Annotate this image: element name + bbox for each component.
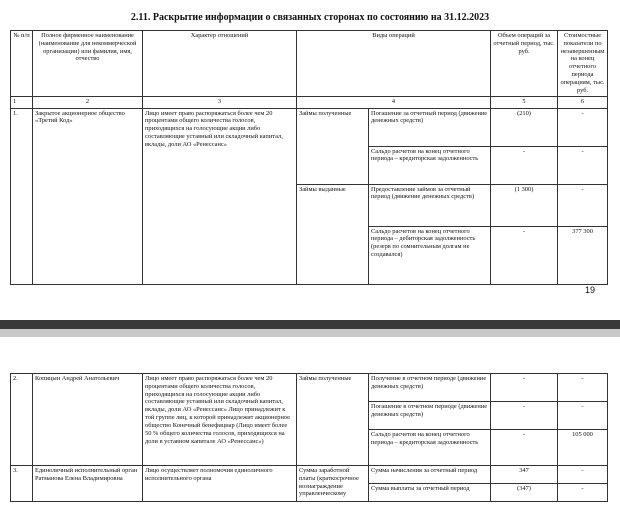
header-volume: Объем операций за отчетный период, тыс. руб. bbox=[491, 31, 558, 97]
sub-operation: Предоставление займов за отчетный период (движение денежных средств) bbox=[369, 184, 491, 226]
col-number: 5 bbox=[491, 96, 558, 108]
row-number: 2. bbox=[11, 374, 33, 466]
outstanding-value: - bbox=[558, 374, 608, 402]
outstanding-value: - bbox=[558, 108, 608, 146]
section-title: 2.11. Раскрытие информации о связанных сторонах по состоянию на 31.12.2023 bbox=[130, 12, 490, 23]
sub-operation: Получение в отчетном периоде (движение денежных средств) bbox=[369, 374, 491, 402]
relation-text: Лицо имеет право распоряжаться более чем 20 процентами общего количества голосов, приходящихся на голосующие акции либо составляющие уставный или складочный капитал, вклады, доли АО «Ренессанс» Лицо принадлежит к той группе лиц, к которой принадлежит акционерное общество Конечный бенефициар (Лицо имеет более 50 % общего количества голосов, приходящихся на доли в уставном капитале АО «Ренессанс») bbox=[143, 374, 297, 466]
col-number: 2 bbox=[33, 96, 143, 108]
volume-value: (1 300) bbox=[491, 184, 558, 226]
outstanding-value: - bbox=[558, 184, 608, 226]
operation-type: Займы выданные bbox=[297, 184, 369, 284]
volume-value: - bbox=[491, 402, 558, 430]
sub-operation: Сумма выплаты за отчетный период bbox=[369, 484, 491, 502]
volume-value: - bbox=[491, 146, 558, 184]
header-name: Полное фирменное наименование (наименование для некоммерческой организации) или фамилия, имя, отчество bbox=[33, 31, 143, 97]
volume-value: 347 bbox=[491, 466, 558, 484]
operation-type: Займы полученные bbox=[297, 374, 369, 466]
outstanding-value: 105 000 bbox=[558, 430, 608, 466]
relation-text: Лицо имеет право распоряжаться более чем 20 процентами общего количества голосов, приходящихся на голосующие акции либо составляющие уставный или складочный капитал, вклады, доли АО «Ренессанс» bbox=[143, 108, 297, 284]
operation-type: Займы полученные bbox=[297, 108, 369, 184]
volume-value: (210) bbox=[491, 108, 558, 146]
header-num: № п/п bbox=[11, 31, 33, 97]
operation-type: Сумма заработной платы (краткосрочное вознаграждение управленческому bbox=[297, 466, 369, 502]
col-number: 6 bbox=[558, 96, 608, 108]
outstanding-value: - bbox=[558, 402, 608, 430]
sub-operation: Погашение за отчетный период (движение денежных средств) bbox=[369, 108, 491, 146]
row-number: 1. bbox=[11, 108, 33, 284]
party-name: Единоличный исполнительный орган Ратманова Елена Владимировна bbox=[33, 466, 143, 502]
party-name: Копицын Андрей Анатольевич bbox=[33, 374, 143, 466]
sub-operation: Сальдо расчетов на конец отчетного периода – кредиторская задолженность bbox=[369, 430, 491, 466]
page-break-dark bbox=[0, 320, 620, 329]
volume-value: - bbox=[491, 374, 558, 402]
party-name: Закрытое акционерное общество «Третий Код» bbox=[33, 108, 143, 284]
row-number: 3. bbox=[11, 466, 33, 502]
sub-operation: Погашение в отчетном периоде (движение денежных средств) bbox=[369, 402, 491, 430]
col-number: 1 bbox=[11, 96, 33, 108]
volume-value: - bbox=[491, 430, 558, 466]
header-values: Стоимостные показатели по незавершенным на конец отчетного периода операциям, тыс. руб. bbox=[558, 31, 608, 97]
outstanding-value: - bbox=[558, 484, 608, 502]
header-relation: Характер отношений bbox=[143, 31, 297, 97]
volume-value: - bbox=[491, 226, 558, 284]
col-number: 3 bbox=[143, 96, 297, 108]
outstanding-value: - bbox=[558, 146, 608, 184]
related-parties-table-continued bbox=[10, 373, 608, 502]
page-number: 19 bbox=[585, 285, 596, 295]
header-operations: Виды операций bbox=[297, 31, 491, 97]
outstanding-value: 377 300 bbox=[558, 226, 608, 284]
sub-operation: Сальдо расчетов на конец отчетного периода – дебиторская задолженность (резерв по сомнительным долгам не создавался) bbox=[369, 226, 491, 284]
col-number: 4 bbox=[297, 96, 491, 108]
sub-operation: Сумма начисления за отчетный период bbox=[369, 466, 491, 484]
relation-text: Лицо осуществляет полномочия единоличного исполнительного органа bbox=[143, 466, 297, 502]
sub-operation: Сальдо расчетов на конец отчетного периода – кредиторская задолженность bbox=[369, 146, 491, 184]
volume-value: (347) bbox=[491, 484, 558, 502]
related-parties-table bbox=[10, 30, 608, 285]
page-break-light bbox=[0, 329, 620, 337]
outstanding-value: - bbox=[558, 466, 608, 484]
